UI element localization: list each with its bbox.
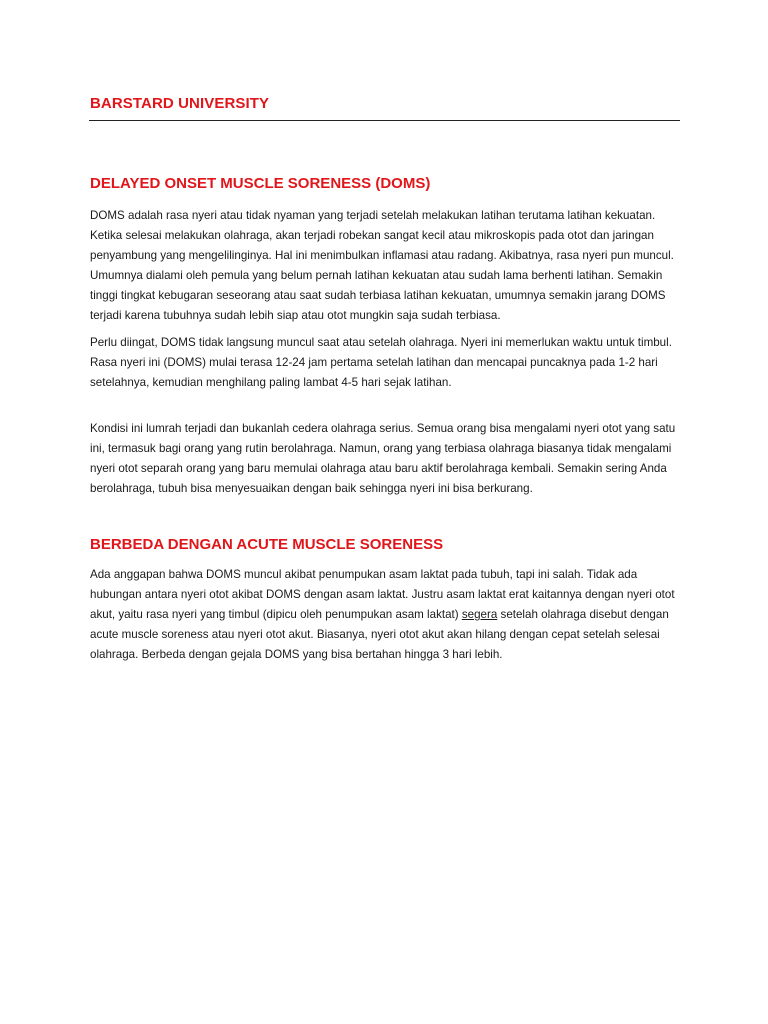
university-masthead: BARSTARD UNIVERSITY	[90, 95, 270, 112]
doms-paragraph-condition: Kondisi ini lumrah terjadi dan bukanlah cedera olahraga serius. Semua orang bisa mengalami nyeri otot yang satu ini, termasuk bagi orang yang rutin berolahraga. Namun, orang yang terbiasa olahraga biasanya tidak mengalami nyeri otot separah orang yang baru memulai olahraga atau baru aktif berolahraga kembali. Semakin sering Anda berolahraga, tubuh bisa menyesuaikan dengan baik sehingga nyeri ini bisa berkurang.	[90, 422, 676, 495]
acute-paragraph-text-before: Ada anggapan bahwa DOMS muncul akibat penumpukan asam laktat pada tubuh, tapi ini salah. Tidak ada hubungan antara nyeri otot akibat DOMS dengan asam laktat. Justru asam laktat erat kaitannya dengan nyeri otot akut, yaitu rasa nyeri yang timbul (dipicu oleh penumpukan asam laktat)	[90, 568, 675, 621]
document-body	[90, 94, 680, 665]
section-heading-doms: DELAYED ONSET MUSCLE SORENESS (DOMS)	[90, 175, 431, 192]
doms-paragraph-definition: DOMS adalah rasa nyeri atau tidak nyaman yang terjadi setelah melakukan latihan terutama latihan kekuatan. Ketika selesai melakukan olahraga, akan terjadi robekan sangat kecil atau mikroskopis pada otot dan jaringan penyambung yang mengelilinginya. Hal ini menimbulkan inflamasi atau radang. Akibatnya, rasa nyeri pun muncul. Umumnya dialami oleh pemula yang belum pernah latihan kekuatan atau sudah lama berhenti latihan. Semakin tinggi tingkat kebugaran seseorang atau saat sudah terbiasa latihan kekuatan, umumnya semakin jarang DOMS terjadi karena tubuhnya sudah lebih siap atau otot mungkin saja sudah terbiasa.	[90, 209, 674, 322]
acute-soreness-paragraph	[90, 565, 680, 665]
acute-paragraph-text-after: setelah olahraga disebut dengan acute muscle soreness atau nyeri otot akut. Biasanya, nyeri otot akut akan hilang dengan cepat setelah selesai olahraga. Berbeda dengan gejala DOMS yang bisa bertahan hingga 3 hari lebih.	[90, 608, 669, 661]
underlined-word-segera: segera	[461, 608, 498, 621]
doms-paragraph-timing: Perlu diingat, DOMS tidak langsung muncul saat atau setelah olahraga. Nyeri ini memerlukan waktu untuk timbul. Rasa nyeri ini (DOMS) mulai terasa 12-24 jam pertama setelah latihan dan mencapai puncaknya pada 1-2 hari setelahnya, kemudian menghilang paling lambat 4-5 hari sejak latihan.	[90, 336, 672, 389]
section-heading-acute-soreness: BERBEDA DENGAN ACUTE MUSCLE SORENESS	[90, 536, 444, 553]
masthead-divider	[89, 120, 680, 121]
